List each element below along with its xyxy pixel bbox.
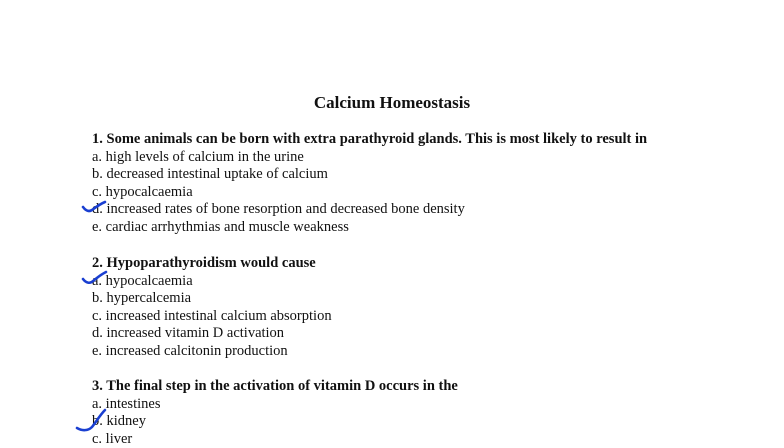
document-title: Calcium Homeostasis xyxy=(0,92,784,114)
question-1-option-b: b. decreased intestinal uptake of calcium xyxy=(92,166,772,184)
question-3-option-a: a. intestines xyxy=(92,396,772,414)
question-2-option-c: c. increased intestinal calcium absorption xyxy=(92,308,772,326)
question-3 xyxy=(92,378,772,448)
question-3-option-b: b. kidney xyxy=(92,413,772,431)
question-3-text: 3. The final step in the activation of vitamin D occurs in the xyxy=(92,378,772,396)
question-1-option-a: a. high levels of calcium in the urine xyxy=(92,149,772,167)
question-2-text: 2. Hypoparathyroidism would cause xyxy=(92,255,772,273)
question-2-option-e: e. increased calcitonin production xyxy=(92,343,772,361)
question-2-option-d: d. increased vitamin D activation xyxy=(92,325,772,343)
question-2-option-a: a. hypocalcaemia xyxy=(92,273,772,291)
question-1-option-d: d. increased rates of bone resorption and decreased bone density xyxy=(92,201,772,219)
question-1-option-c: c. hypocalcaemia xyxy=(92,184,772,202)
question-2-option-b: b. hypercalcemia xyxy=(92,290,772,308)
question-1-option-e: e. cardiac arrhythmias and muscle weakness xyxy=(92,219,772,237)
question-2 xyxy=(92,255,772,360)
question-3-option-c: c. liver xyxy=(92,431,772,448)
question-1-text: 1. Some animals can be born with extra parathyroid glands. This is most likely to result in xyxy=(92,131,772,149)
question-1 xyxy=(92,131,772,236)
